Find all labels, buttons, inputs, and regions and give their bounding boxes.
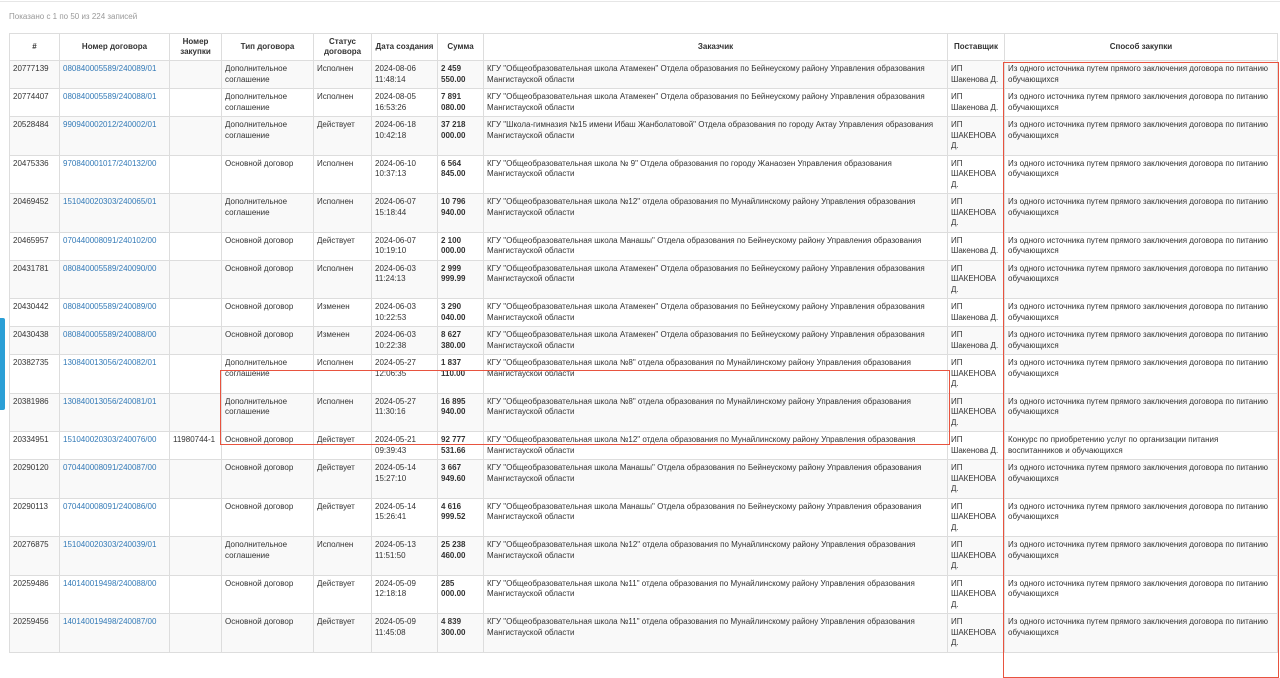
amount-cell: 2 100 000.00 [438, 232, 484, 260]
supplier-cell: ИП ШАКЕНОВА Д. [948, 393, 1005, 432]
purchase-method-cell: Из одного источника путем прямого заключения договора по питанию обучающихся [1005, 155, 1278, 194]
contract-type-cell: Основной договор [222, 460, 314, 499]
contract-number-link[interactable]: 151040020303/240076/00 [63, 435, 157, 444]
customer-cell: КГУ "Общеобразовательная школа №12" отдела образования по Мунайлинскому району Управления образования Мангистауской области [484, 537, 948, 576]
created-date-cell: 2024-06-07 15:18:44 [372, 194, 438, 233]
table-row [10, 299, 1278, 327]
col-amount-header[interactable]: Сумма [438, 34, 484, 61]
contract-status-cell: Действует [314, 432, 372, 460]
amount-cell: 25 238 460.00 [438, 537, 484, 576]
created-date-cell: 2024-08-06 11:48:14 [372, 61, 438, 89]
row-id-cell: 20465957 [10, 232, 60, 260]
supplier-cell: ИП ШАКЕНОВА Д. [948, 260, 1005, 299]
contract-number-cell [60, 299, 170, 327]
purchase-number-cell [170, 61, 222, 89]
contract-number-link[interactable]: 140140019498/240087/00 [63, 617, 157, 626]
contract-number-cell [60, 355, 170, 394]
purchase-number-cell [170, 260, 222, 299]
contract-type-cell: Основной договор [222, 232, 314, 260]
contract-status-cell: Исполнен [314, 89, 372, 117]
customer-cell: КГУ "Общеобразовательная школа № 9" Отдела образования по городу Жанаозен Управления образования Мангистауской области [484, 155, 948, 194]
row-id-cell: 20381986 [10, 393, 60, 432]
customer-cell: КГУ "Общеобразовательная школа Атамекен" Отдела образования по Бейнеускому району Управления образования Мангистауской области [484, 327, 948, 355]
created-date-cell: 2024-06-10 10:37:13 [372, 155, 438, 194]
customer-cell: КГУ "Общеобразовательная школа №12" отдела образования по Мунайлинскому району Управления образования Мангистауской области [484, 194, 948, 233]
created-date-cell: 2024-05-13 11:51:50 [372, 537, 438, 576]
customer-cell: КГУ "Школа-гимназия №15 имени Ибаш Жанболатовой" Отдела образования по городу Актау Управления образования Мангистауской области [484, 117, 948, 156]
purchase-number-cell [170, 575, 222, 614]
row-id-cell: 20382735 [10, 355, 60, 394]
purchase-method-cell: Из одного источника путем прямого заключения договора по питанию обучающихся [1005, 89, 1278, 117]
customer-cell: КГУ "Общеобразовательная школа Атамекен" Отдела образования по Бейнеускому району Управления образования Мангистауской области [484, 89, 948, 117]
contract-number-link[interactable]: 080840005589/240089/01 [63, 64, 157, 73]
col-contract-type-header[interactable]: Тип договора [222, 34, 314, 61]
amount-cell: 2 999 999.99 [438, 260, 484, 299]
contract-number-cell [60, 614, 170, 653]
supplier-cell: ИП Шакенова Д. [948, 89, 1005, 117]
supplier-cell: ИП ШАКЕНОВА Д. [948, 575, 1005, 614]
contract-type-cell: Основной договор [222, 614, 314, 653]
table-row [10, 89, 1278, 117]
contract-number-link[interactable]: 970840001017/240132/00 [63, 158, 157, 168]
contract-status-cell: Действует [314, 575, 372, 614]
supplier-cell: ИП Шакенова Д. [948, 327, 1005, 355]
purchase-method-cell: Из одного источника путем прямого заключения договора по питанию обучающихся [1005, 232, 1278, 260]
contract-number-cell [60, 327, 170, 355]
table-row [10, 117, 1278, 156]
created-date-cell: 2024-05-21 09:39:43 [372, 432, 438, 460]
row-id-cell: 20259486 [10, 575, 60, 614]
amount-cell: 10 796 940.00 [438, 194, 484, 233]
contract-status-cell: Исполнен [314, 537, 372, 576]
purchase-method-cell: Из одного источника путем прямого заключения договора по питанию обучающихся [1005, 355, 1278, 394]
purchase-number-cell [170, 232, 222, 260]
purchase-method-cell: Из одного источника путем прямого заключения договора по питанию обучающихся [1005, 498, 1278, 537]
contract-number-link[interactable]: 070440008091/240102/00 [63, 235, 157, 245]
contracts-table [9, 33, 1278, 653]
amount-cell: 6 564 845.00 [438, 155, 484, 194]
supplier-cell: ИП ШАКЕНОВА Д. [948, 614, 1005, 653]
table-row [10, 61, 1278, 89]
purchase-number-cell [170, 194, 222, 233]
amount-cell: 3 667 949.60 [438, 460, 484, 499]
contract-number-link[interactable]: 990940002012/240002/01 [63, 120, 157, 129]
purchase-number-cell [170, 327, 222, 355]
row-id-cell: 20431781 [10, 260, 60, 299]
purchase-number-cell [170, 614, 222, 653]
customer-cell: КГУ "Общеобразовательная школа Манашы" Отдела образования по Бейнеускому району Управления образования Мангистауской области [484, 232, 948, 260]
row-id-cell: 20475336 [10, 155, 60, 194]
table-row [10, 460, 1278, 499]
purchase-number-cell [170, 498, 222, 537]
created-date-cell: 2024-05-09 11:45:08 [372, 614, 438, 653]
contract-status-cell: Действует [314, 232, 372, 260]
supplier-cell: ИП ШАКЕНОВА Д. [948, 117, 1005, 156]
supplier-cell: ИП Шакенова Д. [948, 232, 1005, 260]
purchase-method-cell: Из одного источника путем прямого заключения договора по питанию обучающихся [1005, 575, 1278, 614]
table-row [10, 260, 1278, 299]
supplier-cell: ИП ШАКЕНОВА Д. [948, 194, 1005, 233]
contract-number-cell [60, 537, 170, 576]
created-date-cell: 2024-06-07 10:19:10 [372, 232, 438, 260]
contract-type-cell: Дополнительное соглашение [222, 117, 314, 156]
customer-cell: КГУ "Общеобразовательная школа №8" отдела образования по Мунайлинскому району Управления образования Мангистауской области [484, 355, 948, 394]
created-date-cell: 2024-06-03 10:22:38 [372, 327, 438, 355]
col-number-header[interactable]: # [10, 34, 60, 61]
contract-type-cell: Основной договор [222, 155, 314, 194]
customer-cell: КГУ "Общеобразовательная школа №8" отдела образования по Мунайлинскому району Управления образования Мангистауской области [484, 393, 948, 432]
contract-number-cell [60, 393, 170, 432]
row-id-cell: 20774407 [10, 89, 60, 117]
created-date-cell: 2024-06-18 10:42:18 [372, 117, 438, 156]
contract-number-cell [60, 117, 170, 156]
contract-number-link[interactable]: 151040020303/240039/01 [63, 540, 157, 549]
purchase-method-cell: Из одного источника путем прямого заключения договора по питанию обучающихся [1005, 117, 1278, 156]
amount-cell: 285 000.00 [438, 575, 484, 614]
contract-type-cell: Основной договор [222, 432, 314, 460]
customer-cell: КГУ "Общеобразовательная школа №11" отдела образования по Мунайлинскому району Управления образования Мангистауской области [484, 614, 948, 653]
amount-cell: 4 839 300.00 [438, 614, 484, 653]
created-date-cell: 2024-06-03 11:24:13 [372, 260, 438, 299]
purchase-number-cell [170, 299, 222, 327]
col-customer-header[interactable]: Заказчик [484, 34, 948, 61]
table-row [10, 393, 1278, 432]
table-row [10, 498, 1278, 537]
amount-cell: 3 290 040.00 [438, 299, 484, 327]
purchase-number-cell [170, 117, 222, 156]
contract-number-cell [60, 61, 170, 89]
supplier-cell: ИП ШАКЕНОВА Д. [948, 460, 1005, 499]
row-id-cell: 20290113 [10, 498, 60, 537]
created-date-cell: 2024-05-09 12:18:18 [372, 575, 438, 614]
row-id-cell: 20469452 [10, 194, 60, 233]
row-id-cell: 20430438 [10, 327, 60, 355]
contract-number-link[interactable]: 140140019498/240088/00 [63, 578, 157, 588]
col-purchase-method-header[interactable]: Способ закупки [1005, 34, 1278, 61]
purchase-method-cell: Конкурс по приобретению услуг по организации питания воспитанников и обучающихся [1005, 432, 1278, 460]
created-date-cell: 2024-08-05 16:53:26 [372, 89, 438, 117]
purchase-method-cell: Из одного источника путем прямого заключения договора по питанию обучающихся [1005, 393, 1278, 432]
table-row [10, 432, 1278, 460]
contract-status-cell: Исполнен [314, 61, 372, 89]
customer-cell: КГУ "Общеобразовательная школа №12" отдела образования по Мунайлинскому району Управления образования Мангистауской области [484, 432, 948, 460]
row-id-cell: 20334951 [10, 432, 60, 460]
supplier-cell: ИП ШАКЕНОВА Д. [948, 537, 1005, 576]
amount-cell: 1 837 110.00 [438, 355, 484, 394]
supplier-cell: ИП ШАКЕНОВА Д. [948, 498, 1005, 537]
purchase-number-cell [170, 460, 222, 499]
purchase-method-cell: Из одного источника путем прямого заключения договора по питанию обучающихся [1005, 614, 1278, 653]
purchase-method-cell: Из одного источника путем прямого заключения договора по питанию обучающихся [1005, 61, 1278, 89]
contract-number-cell [60, 575, 170, 614]
contract-status-cell: Исполнен [314, 355, 372, 394]
contract-number-link[interactable]: 080840005589/240088/00 [63, 330, 157, 339]
col-contract-status-header[interactable]: Статус договора [314, 34, 372, 61]
contract-type-cell: Дополнительное соглашение [222, 194, 314, 233]
row-id-cell: 20528484 [10, 117, 60, 156]
contract-number-cell [60, 432, 170, 460]
table-header-row [10, 34, 1278, 61]
contract-type-cell: Дополнительное соглашение [222, 537, 314, 576]
top-divider [0, 1, 1280, 2]
row-id-cell: 20276875 [10, 537, 60, 576]
purchase-number-cell [170, 155, 222, 194]
contract-number-cell [60, 460, 170, 499]
contract-status-cell: Исполнен [314, 393, 372, 432]
contract-type-cell: Основной договор [222, 327, 314, 355]
table-row [10, 155, 1278, 194]
amount-cell: 4 616 999.52 [438, 498, 484, 537]
contract-status-cell: Действует [314, 498, 372, 537]
contract-status-cell: Действует [314, 117, 372, 156]
supplier-cell: ИП ШАКЕНОВА Д. [948, 155, 1005, 194]
col-supplier-header[interactable]: Поставщик [948, 34, 1005, 61]
purchase-method-cell: Из одного источника путем прямого заключения договора по питанию обучающихся [1005, 194, 1278, 233]
created-date-cell: 2024-05-14 15:27:10 [372, 460, 438, 499]
contract-status-cell: Изменен [314, 299, 372, 327]
created-date-cell: 2024-05-27 11:30:16 [372, 393, 438, 432]
table-row [10, 327, 1278, 355]
side-feedback-tab[interactable] [0, 318, 5, 410]
created-date-cell: 2024-06-03 10:22:53 [372, 299, 438, 327]
purchase-number-cell [170, 355, 222, 394]
contract-status-cell: Изменен [314, 327, 372, 355]
contract-status-cell: Действует [314, 614, 372, 653]
contract-number-link[interactable]: 070440008091/240087/00 [63, 463, 157, 472]
amount-cell: 7 891 080.00 [438, 89, 484, 117]
contract-number-link[interactable]: 080840005589/240089/00 [63, 302, 157, 311]
row-id-cell: 20259456 [10, 614, 60, 653]
col-contract-number-header[interactable]: Номер договора [60, 34, 170, 61]
purchase-number-cell [170, 89, 222, 117]
contract-type-cell: Основной договор [222, 575, 314, 614]
customer-cell: КГУ "Общеобразовательная школа №11" отдела образования по Мунайлинскому району Управления образования Мангистауской области [484, 575, 948, 614]
table-body [10, 61, 1278, 653]
purchase-number-cell [170, 537, 222, 576]
records-summary: Показано с 1 по 50 из 224 записей [9, 12, 138, 21]
contract-number-cell [60, 260, 170, 299]
contract-type-cell: Дополнительное соглашение [222, 355, 314, 394]
col-purchase-number-header[interactable]: Номер закупки [170, 34, 222, 61]
contract-number-link[interactable]: 151040020303/240065/01 [63, 197, 157, 206]
customer-cell: КГУ "Общеобразовательная школа Атамекен" Отдела образования по Бейнеускому району Управления образования Мангистауской области [484, 61, 948, 89]
contract-number-link[interactable]: 080840005589/240088/01 [63, 92, 157, 101]
purchase-method-cell: Из одного источника путем прямого заключения договора по питанию обучающихся [1005, 260, 1278, 299]
contract-number-link[interactable]: 130840013056/240082/01 [63, 358, 157, 367]
amount-cell: 37 218 000.00 [438, 117, 484, 156]
row-id-cell: 20430442 [10, 299, 60, 327]
contract-number-cell [60, 89, 170, 117]
contract-status-cell: Исполнен [314, 194, 372, 233]
supplier-cell: ИП Шакенова Д. [948, 61, 1005, 89]
amount-cell: 8 627 380.00 [438, 327, 484, 355]
purchase-method-cell: Из одного источника путем прямого заключения договора по питанию обучающихся [1005, 327, 1278, 355]
amount-cell: 92 777 531.66 [438, 432, 484, 460]
contract-number-cell [60, 232, 170, 260]
contract-type-cell: Основной договор [222, 299, 314, 327]
table-row [10, 537, 1278, 576]
purchase-number-cell: 11980744-1 [170, 432, 222, 460]
contract-type-cell: Основной договор [222, 498, 314, 537]
contract-type-cell: Дополнительное соглашение [222, 393, 314, 432]
contract-type-cell: Дополнительное соглашение [222, 89, 314, 117]
supplier-cell: ИП Шакенова Д. [948, 299, 1005, 327]
purchase-method-cell: Из одного источника путем прямого заключения договора по питанию обучающихся [1005, 460, 1278, 499]
col-created-date-header[interactable]: Дата создания [372, 34, 438, 61]
table-row [10, 232, 1278, 260]
customer-cell: КГУ "Общеобразовательная школа Манашы" Отдела образования по Бейнеускому району Управления образования Мангистауской области [484, 498, 948, 537]
contract-number-cell [60, 498, 170, 537]
contract-number-link[interactable]: 070440008091/240086/00 [63, 501, 157, 511]
customer-cell: КГУ "Общеобразовательная школа Атамекен" Отдела образования по Бейнеускому району Управления образования Мангистауской области [484, 299, 948, 327]
amount-cell: 2 459 550.00 [438, 61, 484, 89]
contract-number-link[interactable]: 080840005589/240090/00 [63, 263, 157, 273]
contract-number-link[interactable]: 130840013056/240081/01 [63, 396, 157, 406]
table-row [10, 614, 1278, 653]
created-date-cell: 2024-05-14 15:26:41 [372, 498, 438, 537]
supplier-cell: ИП ШАКЕНОВА Д. [948, 355, 1005, 394]
contract-number-cell [60, 194, 170, 233]
table-row [10, 575, 1278, 614]
contract-status-cell: Исполнен [314, 155, 372, 194]
purchase-method-cell: Из одного источника путем прямого заключения договора по питанию обучающихся [1005, 299, 1278, 327]
row-id-cell: 20777139 [10, 61, 60, 89]
purchase-method-cell: Из одного источника путем прямого заключения договора по питанию обучающихся [1005, 537, 1278, 576]
contract-type-cell: Основной договор [222, 260, 314, 299]
contract-status-cell: Действует [314, 460, 372, 499]
table-row [10, 194, 1278, 233]
contract-number-cell [60, 155, 170, 194]
customer-cell: КГУ "Общеобразовательная школа Манашы" Отдела образования по Бейнеускому району Управления образования Мангистауской области [484, 460, 948, 499]
row-id-cell: 20290120 [10, 460, 60, 499]
supplier-cell: ИП Шакенова Д. [948, 432, 1005, 460]
amount-cell: 16 895 940.00 [438, 393, 484, 432]
purchase-number-cell [170, 393, 222, 432]
table-row [10, 355, 1278, 394]
contract-status-cell: Исполнен [314, 260, 372, 299]
contract-type-cell: Дополнительное соглашение [222, 61, 314, 89]
created-date-cell: 2024-05-27 12:06:35 [372, 355, 438, 394]
customer-cell: КГУ "Общеобразовательная школа Атамекен" Отдела образования по Бейнеускому району Управления образования Мангистауской области [484, 260, 948, 299]
